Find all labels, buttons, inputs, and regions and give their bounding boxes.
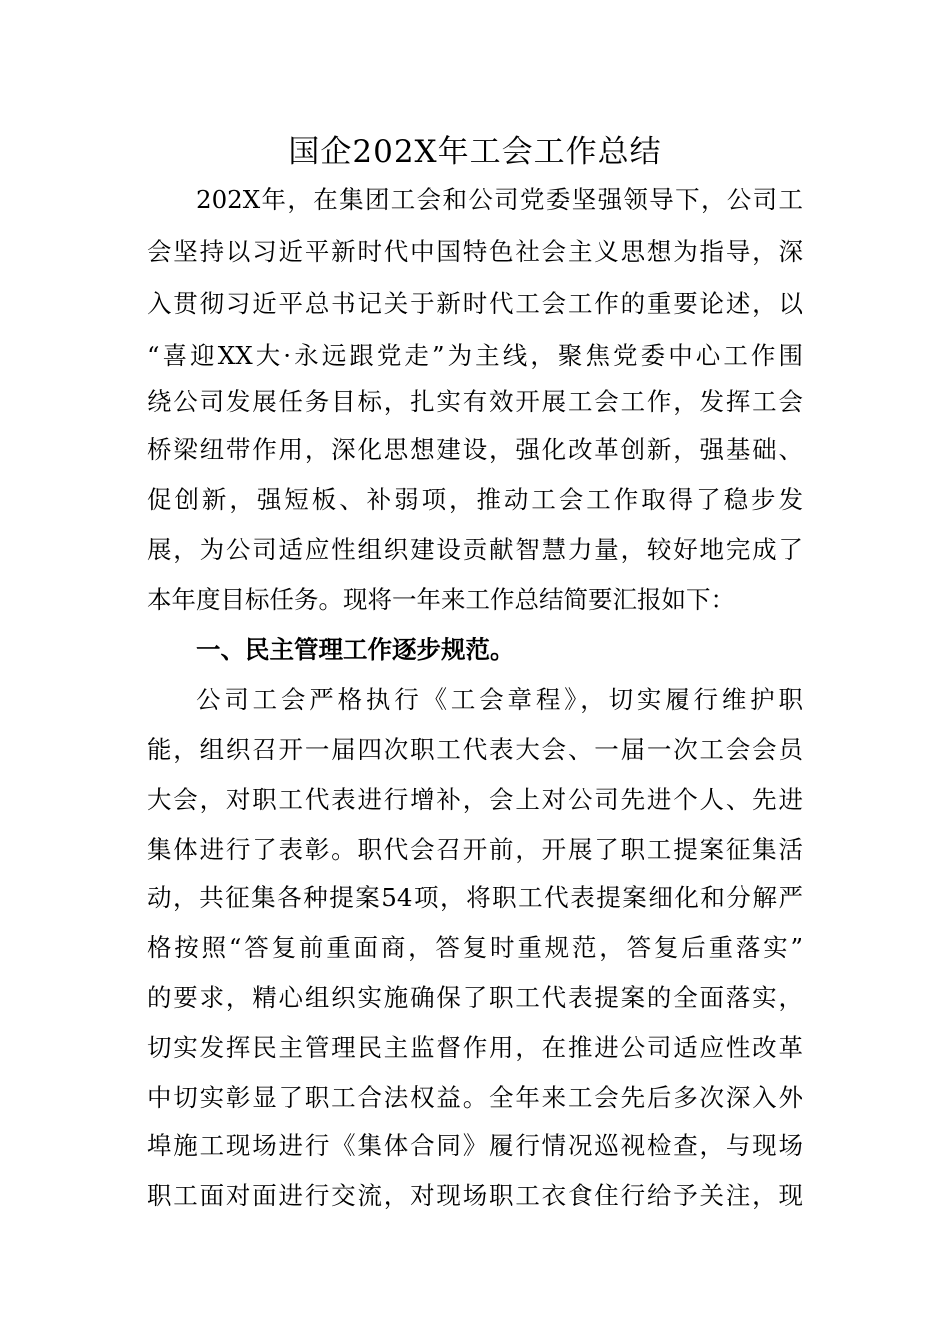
- document-title: 国企202X年工会工作总结: [288, 134, 662, 170]
- line-text: 本年度目标任务。现将一年来工作总结简要汇报如下：: [147, 585, 735, 614]
- paragraph-line: [0, 872, 950, 924]
- paragraph-line: [0, 376, 950, 428]
- line-text: 促创新，强短板、补弱项，推动工会工作取得了稳步发: [147, 485, 803, 514]
- paragraph-line: [0, 1072, 950, 1124]
- paragraph-line: [0, 474, 950, 526]
- section-heading-text: 一、民主管理工作逐步规范。: [196, 635, 515, 664]
- line-text: 的要求，精心组织实施确保了职工代表提案的全面落实，: [147, 983, 803, 1012]
- line-text: 会坚持以习近平新时代中国特色社会主义思想为指导，深: [147, 237, 803, 266]
- paragraph-line: [0, 1022, 950, 1074]
- line-text: 桥梁纽带作用，深化思想建设，强化改革创新，强基础、: [147, 435, 803, 464]
- section-heading: [0, 624, 950, 676]
- line-text: 能，组织召开一届四次职工代表大会、一届一次工会会员: [147, 735, 803, 764]
- paragraph-line: [0, 824, 950, 876]
- paragraph-line: [0, 1120, 950, 1172]
- paragraph-line: [0, 774, 950, 826]
- line-text: 职工面对面进行交流，对现场职工衣食住行给予关注，现: [147, 1181, 803, 1210]
- line-text: 埠施工现场进行《集体合同》履行情况巡视检查，与现场: [147, 1131, 803, 1160]
- paragraph-line: [0, 574, 950, 626]
- line-text: 大会，对职工代表进行增补，会上对公司先进个人、先进: [147, 785, 803, 814]
- paragraph-line: [0, 524, 950, 576]
- line-text: “喜迎XX大·永远跟党走”为主线，聚焦党委中心工作围: [147, 341, 803, 370]
- line-text: 202X年，在集团工会和公司党委坚强领导下，公司工: [196, 185, 803, 214]
- paragraph-line: [0, 922, 950, 974]
- line-text: 切实发挥民主管理民主监督作用，在推进公司适应性改革: [147, 1033, 803, 1062]
- paragraph-line: [0, 674, 950, 726]
- paragraph-line: [0, 278, 950, 330]
- line-text: 格按照“答复前重面商，答复时重规范，答复后重落实”: [147, 933, 803, 962]
- paragraph-line: [0, 174, 950, 226]
- line-text: 展，为公司适应性组织建设贡献智慧力量，较好地完成了: [147, 535, 803, 564]
- line-text: 入贯彻习近平总书记关于新时代工会工作的重要论述，以: [147, 289, 803, 318]
- line-text: 动，共征集各种提案54项，将职工代表提案细化和分解严: [147, 883, 803, 912]
- paragraph-line: [0, 972, 950, 1024]
- paragraph-line: [0, 226, 950, 278]
- paragraph-line: [0, 424, 950, 476]
- line-text: 中切实彰显了职工合法权益。全年来工会先后多次深入外: [147, 1083, 803, 1112]
- paragraph-line: [0, 1170, 950, 1222]
- line-text: 集体进行了表彰。职代会召开前，开展了职工提案征集活: [147, 835, 803, 864]
- paragraph-line: [0, 330, 950, 382]
- line-text: 公司工会严格执行《工会章程》，切实履行维护职: [196, 685, 803, 714]
- paragraph-line: [0, 724, 950, 776]
- line-text: 绕公司发展任务目标，扎实有效开展工会工作，发挥工会: [147, 387, 803, 416]
